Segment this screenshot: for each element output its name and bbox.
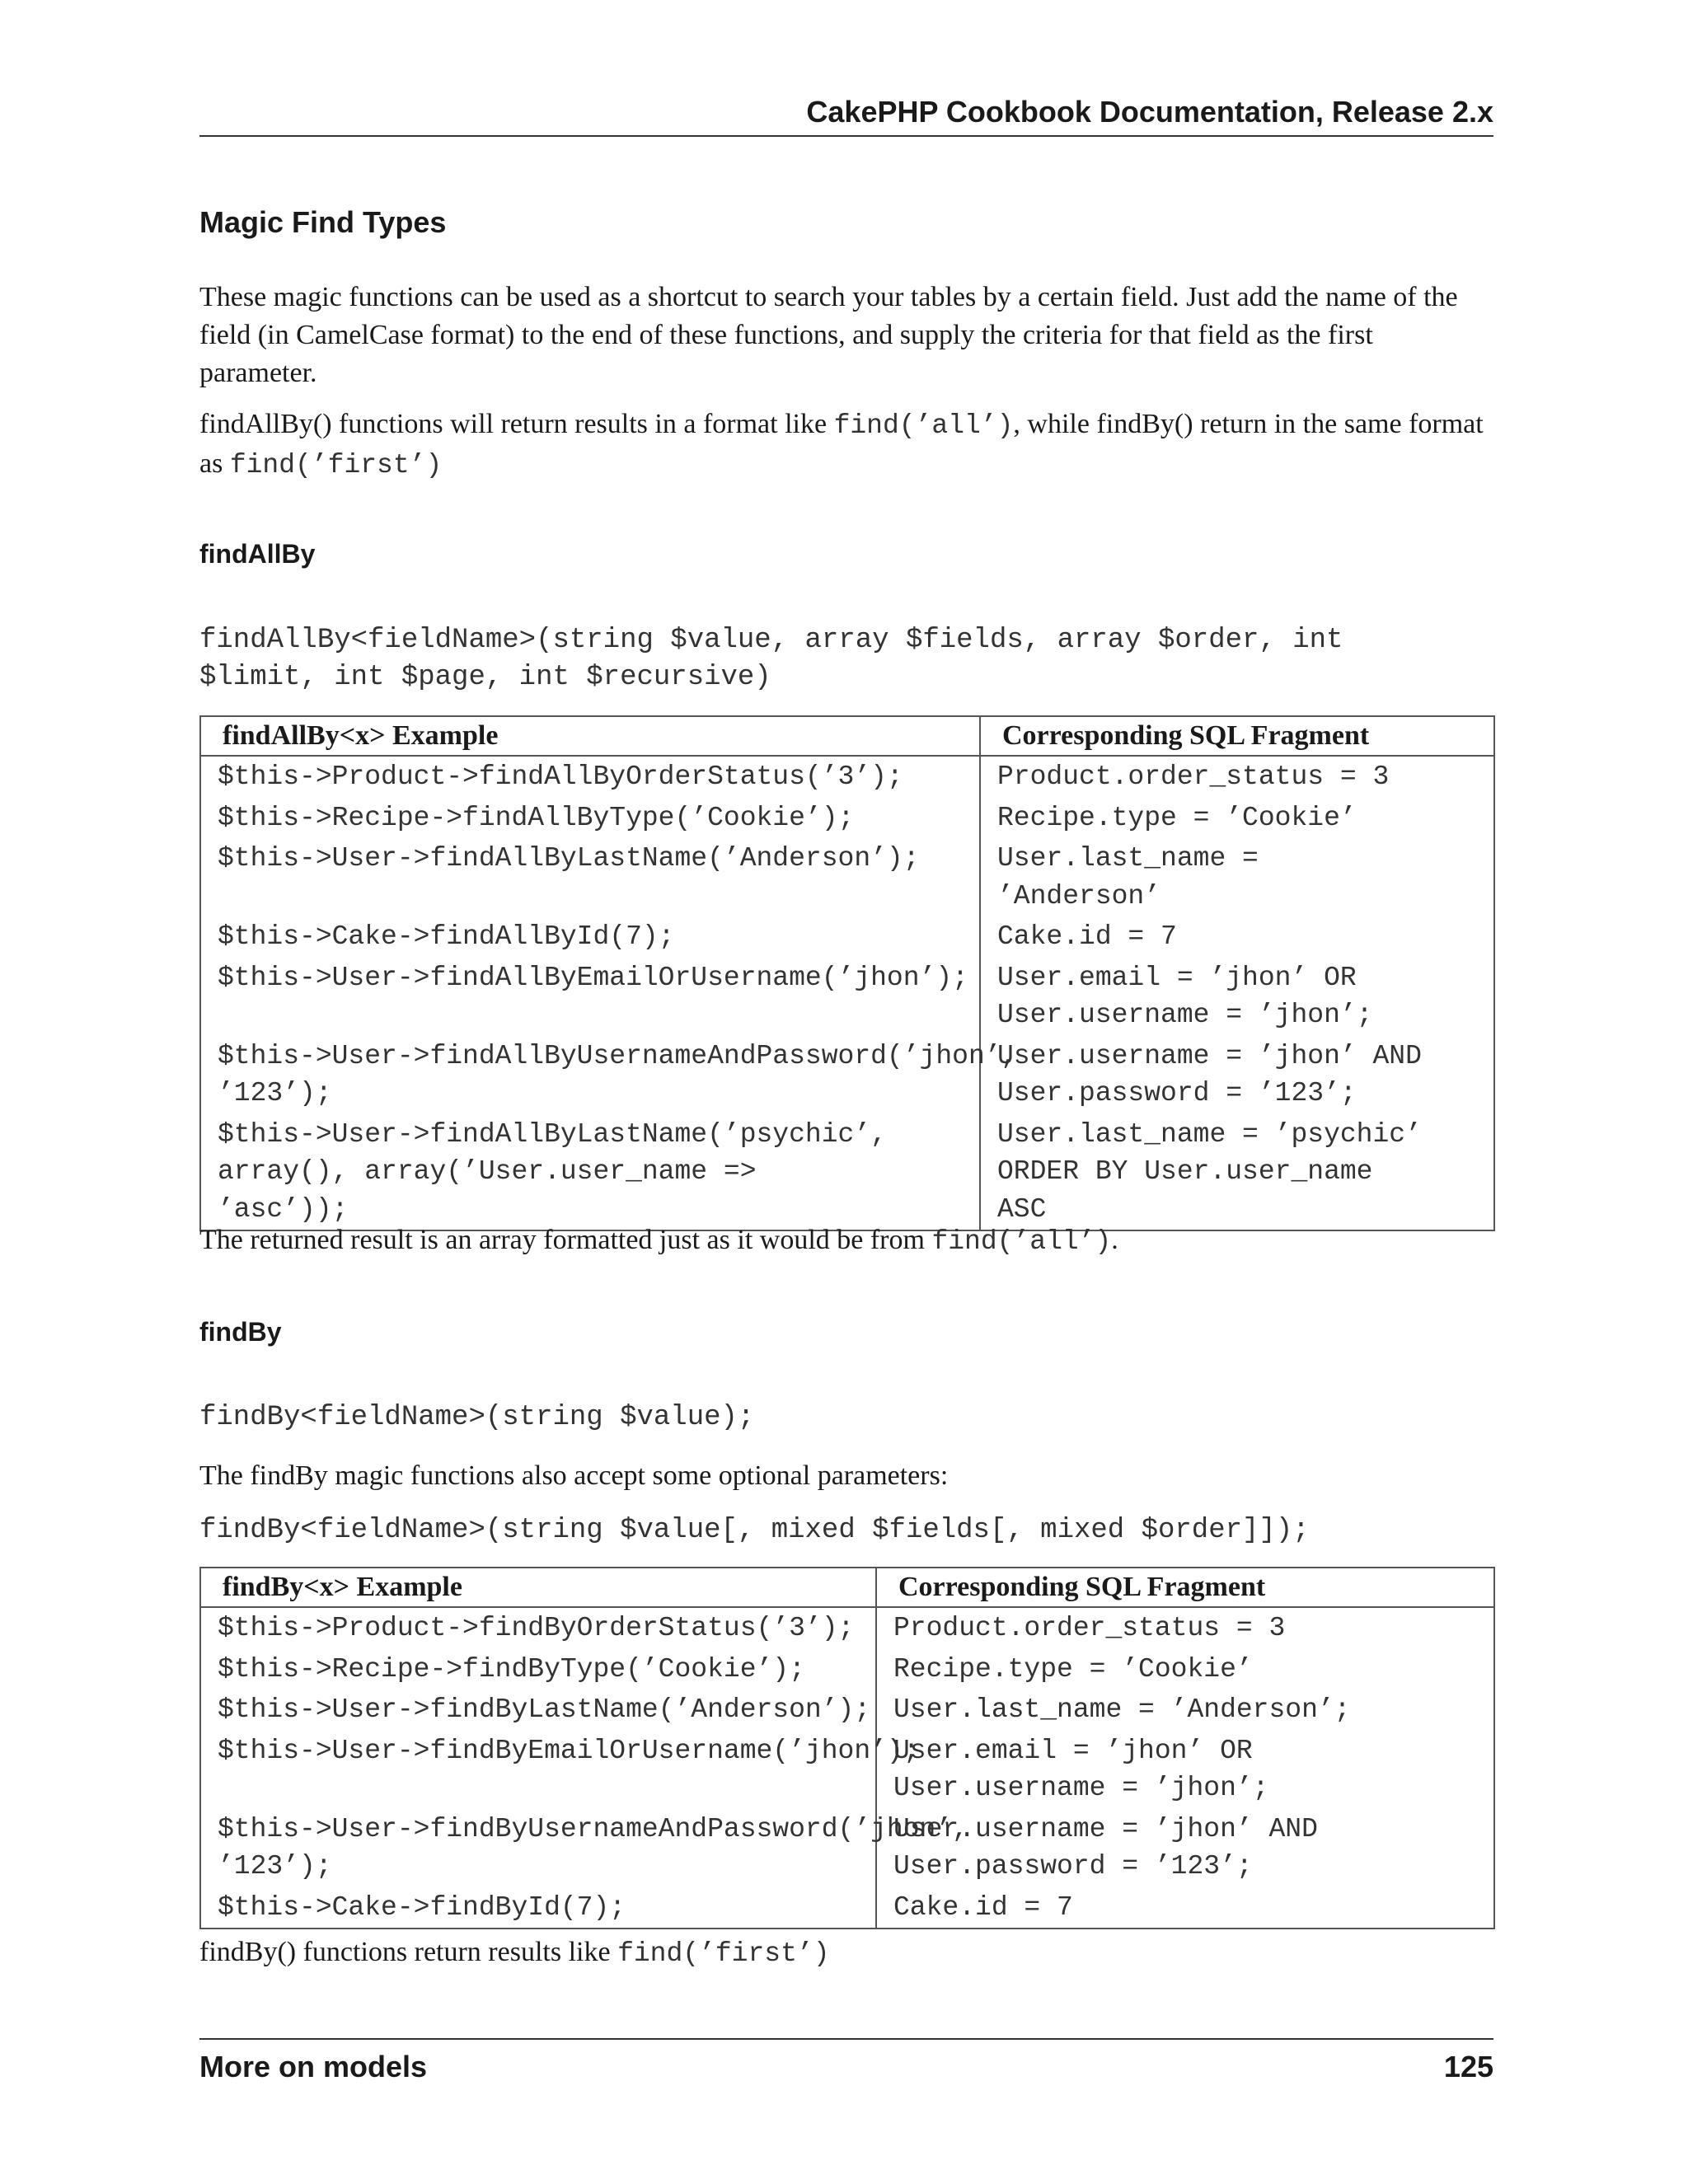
page-number: 125 — [1443, 2050, 1493, 2083]
table-row — [200, 958, 1494, 1036]
table-row — [200, 838, 1494, 916]
table-header-row — [200, 1568, 1494, 1607]
sql-cell: User.username = ’jhon’ AND User.password = ’123’; — [980, 1036, 1494, 1114]
table-row — [200, 798, 1494, 839]
table-row — [200, 1809, 1494, 1887]
format-note-paragraph — [199, 405, 1493, 485]
sql-cell: Recipe.type = ’Cookie’ — [876, 1649, 1494, 1690]
findby-col-example: findBy<x> Example — [200, 1568, 876, 1607]
findby-optional-paragraph: The findBy magic functions also accept some optional parameters: — [199, 1460, 949, 1491]
findby-result-code: find(’first’) — [617, 1938, 830, 1969]
findallby-signature: findAllBy<fieldName>(string $value, array $fields, array $order, int $limit, int $page, int $recursive) — [199, 625, 1343, 693]
findallby-table — [199, 715, 1495, 1231]
findallby-col-sql: Corresponding SQL Fragment — [980, 716, 1494, 756]
findby-signature: findBy<fieldName>(string $value); — [199, 1402, 755, 1433]
format-note-text-b: , while findBy() return in the same format as — [199, 409, 1484, 479]
findallby-result-paragraph — [199, 1221, 1493, 1261]
format-note-code-all: find(’all’) — [833, 410, 1014, 441]
example-cell: $this->User->findAllByUsernameAndPassword(’jhon’, ’123’); — [200, 1036, 980, 1114]
findby-table — [199, 1567, 1495, 1929]
findallby-col-example: findAllBy<x> Example — [200, 716, 980, 756]
sql-cell: User.last_name = ’Anderson’ — [980, 838, 1494, 916]
result-code: find(’all’) — [931, 1226, 1112, 1257]
example-cell: $this->User->findAllByLastName(’psychic’, array(), array(’User.user_name => ’asc’)); — [200, 1114, 980, 1231]
sql-cell: User.email = ’jhon’ OR User.username = ’jhon’; — [876, 1731, 1494, 1809]
sql-cell: Recipe.type = ’Cookie’ — [980, 798, 1494, 839]
findby-heading: findBy — [199, 1317, 282, 1347]
sql-cell: User.username = ’jhon’ AND User.password = ’123’; — [876, 1809, 1494, 1887]
example-cell: $this->Cake->findAllById(7); — [200, 916, 980, 958]
example-cell: $this->Product->findByOrderStatus(’3’); — [200, 1607, 876, 1649]
findallby-heading: findAllBy — [199, 539, 316, 569]
format-note-text-a: findAllBy() functions will return results in a format like — [199, 409, 834, 439]
table-row — [200, 756, 1494, 798]
table-row — [200, 1887, 1494, 1929]
example-cell: $this->Recipe->findAllByType(’Cookie’); — [200, 798, 980, 839]
example-cell: $this->User->findByLastName(’Anderson’); — [200, 1690, 876, 1731]
findby-signature-optional: findBy<fieldName>(string $value[, mixed $fields[, mixed $order]]); — [199, 1515, 1310, 1546]
table-row — [200, 916, 1494, 958]
intro-paragraph: These magic functions can be used as a shortcut to search your tables by a certain field. Just add the name of the field (in CamelCase format) to the end of these functions, and supply the criteria for that field as the first parameter. — [199, 282, 1458, 388]
table-row — [200, 1607, 1494, 1649]
sql-cell: Product.order_status = 3 — [876, 1607, 1494, 1649]
result-text-b: . — [1111, 1225, 1118, 1255]
table-row — [200, 1036, 1494, 1114]
sql-cell: User.email = ’jhon’ OR User.username = ’jhon’; — [980, 958, 1494, 1036]
findby-col-sql: Corresponding SQL Fragment — [876, 1568, 1494, 1607]
example-cell: $this->User->findAllByLastName(’Anderson’); — [200, 838, 980, 916]
example-cell: $this->Cake->findById(7); — [200, 1887, 876, 1929]
format-note-code-first: find(’first’) — [229, 450, 443, 480]
example-cell: $this->User->findByEmailOrUsername(’jhon’); — [200, 1731, 876, 1809]
table-row — [200, 1649, 1494, 1690]
running-header: CakePHP Cookbook Documentation, Release 2.x — [806, 95, 1493, 129]
sql-cell: User.last_name = ’Anderson’; — [876, 1690, 1494, 1731]
sql-cell: Product.order_status = 3 — [980, 756, 1494, 798]
example-cell: $this->Recipe->findByType(’Cookie’); — [200, 1649, 876, 1690]
footer-section-title: More on models — [199, 2050, 428, 2083]
table-header-row — [200, 716, 1494, 756]
example-cell: $this->User->findAllByEmailOrUsername(’jhon’); — [200, 958, 980, 1036]
section-title: Magic Find Types — [199, 205, 447, 239]
result-text-a: The returned result is an array formatted just as it would be from — [199, 1225, 932, 1255]
header-rule — [199, 135, 1493, 137]
table-row — [200, 1690, 1494, 1731]
example-cell: $this->Product->findAllByOrderStatus(’3’); — [200, 756, 980, 798]
table-row — [200, 1114, 1494, 1231]
footer-rule — [199, 2038, 1493, 2040]
sql-cell: Cake.id = 7 — [980, 916, 1494, 958]
sql-cell: User.last_name = ’psychic’ ORDER BY User.user_name ASC — [980, 1114, 1494, 1231]
sql-cell: Cake.id = 7 — [876, 1887, 1494, 1929]
findby-result-text: findBy() functions return results like — [199, 1937, 618, 1967]
example-cell: $this->User->findByUsernameAndPassword(’jhon’, ’123’); — [200, 1809, 876, 1887]
document-page — [199, 0, 1493, 2184]
table-row — [200, 1731, 1494, 1809]
findby-result-paragraph — [199, 1933, 1493, 1973]
